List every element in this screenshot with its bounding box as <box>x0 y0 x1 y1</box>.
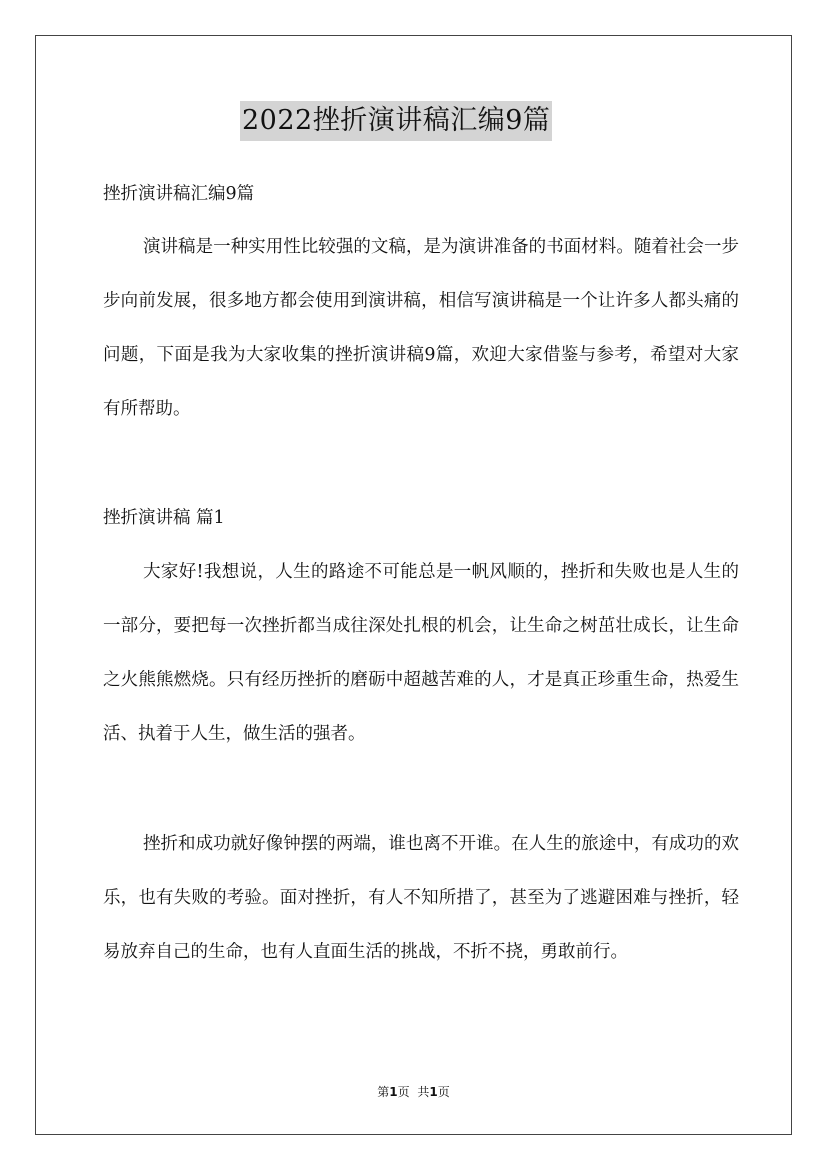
intro-paragraph: 演讲稿是一种实用性比较强的文稿，是为演讲准备的书面材料。随着社会一步步向前发展，很多地方都会使用到演讲稿，相信写演讲稿是一个让许多人都头痛的问题，下面是我为大家收集的挫折演讲稿9篇，欢迎大家借鉴与参考，希望对大家有所帮助。 <box>103 237 739 419</box>
body-paragraph: 大家好!我想说，人生的路途不可能总是一帆风顺的，挫折和失败也是人生的一部分，要把每一次挫折都当成往深处扎根的机会，让生命之树茁壮成长，让生命之火熊熊燃烧。只有经历挫折的磨砺中超越苦难的人，才是真正珍重生命，热爱生活、执着于人生，做生活的强者。 <box>103 562 739 744</box>
footer-page-number: 1 <box>389 1085 398 1099</box>
body-paragraph: 挫折和成功就好像钟摆的两端，谁也离不开谁。在人生的旅途中，有成功的欢乐，也有失败的考验。面对挫折，有人不知所措了，甚至为了逃避困难与挫折，轻易放弃自己的生命，也有人直面生活的挑战，不折不挠，勇敢前行。 <box>103 834 739 962</box>
section-heading: 挫折演讲稿 篇1 <box>103 508 225 528</box>
footer-page-suffix: 页 <box>397 1085 410 1099</box>
document-subtitle: 挫折演讲稿汇编9篇 <box>103 184 255 204</box>
document-title: 2022挫折演讲稿汇编9篇 <box>240 101 552 141</box>
footer-total-pages: 1 <box>429 1085 438 1099</box>
page-footer <box>0 1084 827 1100</box>
footer-total-prefix: 共 <box>417 1085 430 1099</box>
footer-total-suffix: 页 <box>437 1085 450 1099</box>
footer-page-prefix: 第 <box>377 1085 390 1099</box>
